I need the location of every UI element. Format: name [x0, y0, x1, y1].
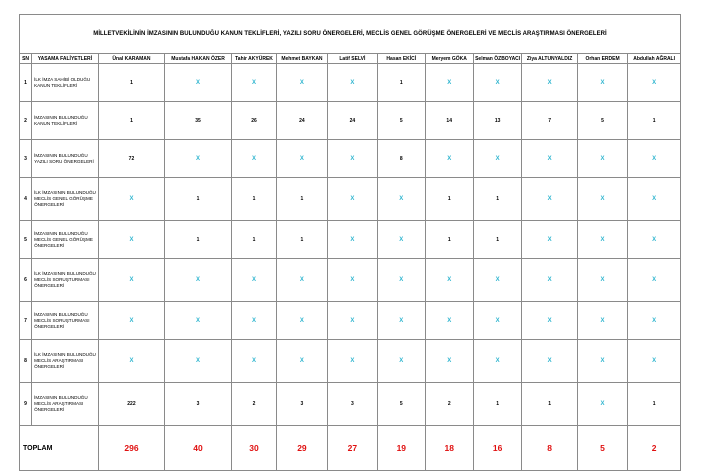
- count-cell: 1: [277, 178, 327, 221]
- none-mark: X: [277, 64, 327, 102]
- total-value: 296: [98, 426, 165, 471]
- row-number: 8: [20, 340, 32, 383]
- none-mark: X: [425, 340, 473, 383]
- table-row: [20, 102, 681, 140]
- count-cell: 3: [327, 383, 377, 426]
- none-mark: X: [98, 221, 165, 259]
- count-cell: 5: [378, 102, 425, 140]
- count-cell: 1: [473, 221, 521, 259]
- none-mark: X: [231, 140, 276, 178]
- header-member: Hasan EKİCİ: [378, 54, 425, 64]
- none-mark: X: [327, 178, 377, 221]
- none-mark: X: [327, 140, 377, 178]
- none-mark: X: [628, 340, 681, 383]
- none-mark: X: [473, 340, 521, 383]
- none-mark: X: [165, 302, 232, 340]
- none-mark: X: [522, 259, 577, 302]
- count-cell: 5: [378, 383, 425, 426]
- none-mark: X: [378, 302, 425, 340]
- none-mark: X: [628, 259, 681, 302]
- count-cell: 1: [165, 221, 232, 259]
- row-number: 2: [20, 102, 32, 140]
- none-mark: X: [425, 64, 473, 102]
- row-number: 5: [20, 221, 32, 259]
- row-number: 4: [20, 178, 32, 221]
- none-mark: X: [378, 259, 425, 302]
- none-mark: X: [473, 140, 521, 178]
- activity-label: İLK İMZASININ BULUNDUĞU MECLİS SORUŞTURMASI ÖNERGELERİ: [32, 259, 99, 302]
- row-number: 1: [20, 64, 32, 102]
- none-mark: X: [98, 259, 165, 302]
- none-mark: X: [277, 140, 327, 178]
- count-cell: 7: [522, 102, 577, 140]
- activity-label: İMZASININ BULUNDUĞU MECLİS GENEL GÖRÜŞME ÖNERGELERİ: [32, 221, 99, 259]
- count-cell: 8: [378, 140, 425, 178]
- total-value: 19: [378, 426, 425, 471]
- header-member: Orhan ERDEM: [577, 54, 627, 64]
- count-cell: 3: [165, 383, 232, 426]
- total-value: 27: [327, 426, 377, 471]
- none-mark: X: [327, 340, 377, 383]
- count-cell: 72: [98, 140, 165, 178]
- none-mark: X: [165, 259, 232, 302]
- total-value: 18: [425, 426, 473, 471]
- none-mark: X: [628, 178, 681, 221]
- count-cell: 1: [231, 178, 276, 221]
- none-mark: X: [165, 64, 232, 102]
- count-cell: 35: [165, 102, 232, 140]
- count-cell: 3: [277, 383, 327, 426]
- none-mark: X: [231, 340, 276, 383]
- count-cell: 5: [577, 102, 627, 140]
- table-row: [20, 221, 681, 259]
- header-member: Meryem GÖKA: [425, 54, 473, 64]
- table-title: MİLLETVEKİLİNİN İMZASININ BULUNDUĞU KANUN TEKLİFLERİ, YAZILI SORU ÖNERGELERİ, MECLİS GENEL GÖRÜŞME ÖNERGELERİ VE MECLİS ARAŞTIRMASI ÖNERGELERİ: [20, 15, 681, 54]
- title-row: [20, 15, 681, 54]
- header-member: Tahir AKYÜREK: [231, 54, 276, 64]
- header-row: [20, 54, 681, 64]
- table-row: [20, 178, 681, 221]
- count-cell: 1: [98, 64, 165, 102]
- none-mark: X: [628, 302, 681, 340]
- header-member: Selman ÖZBOYACI: [475, 55, 521, 62]
- count-cell: 1: [231, 221, 276, 259]
- total-value: 29: [277, 426, 327, 471]
- none-mark: X: [473, 64, 521, 102]
- row-number: 9: [20, 383, 32, 426]
- total-value: 40: [165, 426, 232, 471]
- header-activity: YASAMA FALİYETLERİ: [32, 54, 99, 64]
- count-cell: 1: [522, 383, 577, 426]
- total-value: 5: [577, 426, 627, 471]
- count-cell: 26: [231, 102, 276, 140]
- none-mark: X: [577, 340, 627, 383]
- none-mark: X: [327, 302, 377, 340]
- row-number: 3: [20, 140, 32, 178]
- none-mark: X: [522, 302, 577, 340]
- count-cell: 1: [277, 221, 327, 259]
- none-mark: X: [277, 302, 327, 340]
- none-mark: X: [327, 259, 377, 302]
- activity-label: İLK İMZASININ BULUNDUĞU MECLİS ARAŞTIRMASI ÖNERGELERİ: [32, 340, 99, 383]
- count-cell: 222: [98, 383, 165, 426]
- count-cell: 14: [425, 102, 473, 140]
- table-row: [20, 383, 681, 426]
- activity-label: İLK İMZASININ BULUNDUĞU MECLİS GENEL GÖRÜŞME ÖNERGELERİ: [32, 178, 99, 221]
- none-mark: X: [378, 340, 425, 383]
- count-cell: 1: [473, 178, 521, 221]
- none-mark: X: [231, 259, 276, 302]
- row-number: 7: [20, 302, 32, 340]
- none-mark: X: [98, 340, 165, 383]
- total-value: 16: [473, 426, 521, 471]
- none-mark: X: [165, 140, 232, 178]
- table-row: [20, 140, 681, 178]
- activity-label: İMZASININ BULUNDUĞU KANUN TEKLİFLERİ: [32, 102, 99, 140]
- none-mark: X: [277, 340, 327, 383]
- none-mark: X: [98, 178, 165, 221]
- total-value: 2: [628, 426, 681, 471]
- none-mark: X: [165, 340, 232, 383]
- activity-label: İMZASININ BULUNDUĞU MECLİS ARAŞTIRMASI ÖNERGELERİ: [32, 383, 99, 426]
- none-mark: X: [231, 64, 276, 102]
- none-mark: X: [577, 140, 627, 178]
- none-mark: X: [425, 140, 473, 178]
- none-mark: X: [628, 140, 681, 178]
- none-mark: X: [577, 64, 627, 102]
- activity-label: İLK İMZA SAHİBİ OLDUĞU KANUN TEKLİFLERİ: [32, 64, 99, 102]
- parliament-activity-table: [19, 14, 681, 471]
- table-row: [20, 340, 681, 383]
- row-number: 6: [20, 259, 32, 302]
- count-cell: 13: [473, 102, 521, 140]
- none-mark: X: [378, 178, 425, 221]
- none-mark: X: [577, 259, 627, 302]
- count-cell: 1: [628, 102, 681, 140]
- count-cell: 1: [473, 383, 521, 426]
- header-member: Latif SELVİ: [327, 54, 377, 64]
- table-row: [20, 259, 681, 302]
- none-mark: X: [327, 64, 377, 102]
- none-mark: X: [522, 221, 577, 259]
- header-sn: SN: [20, 54, 32, 64]
- count-cell: 1: [425, 221, 473, 259]
- activity-label: İMZASININ BULUNDUĞU YAZILI SORU ÖNERGELERİ: [32, 140, 99, 178]
- table-row: [20, 64, 681, 102]
- none-mark: X: [231, 302, 276, 340]
- total-value: 8: [522, 426, 577, 471]
- count-cell: 1: [378, 64, 425, 102]
- none-mark: X: [473, 259, 521, 302]
- none-mark: X: [522, 178, 577, 221]
- none-mark: X: [628, 221, 681, 259]
- activity-label: İMZASININ BULUNDUĞU MECLİS SORUŞTURMASI ÖNERGELERİ: [32, 302, 99, 340]
- count-cell: 2: [231, 383, 276, 426]
- count-cell: 1: [425, 178, 473, 221]
- none-mark: X: [522, 340, 577, 383]
- none-mark: X: [577, 221, 627, 259]
- none-mark: X: [577, 178, 627, 221]
- table-row: [20, 302, 681, 340]
- header-member: Abdullah AĞRALI: [628, 54, 681, 64]
- none-mark: X: [327, 221, 377, 259]
- header-member: Ünal KARAMAN: [98, 54, 165, 64]
- total-value: 30: [231, 426, 276, 471]
- none-mark: X: [378, 221, 425, 259]
- none-mark: X: [98, 302, 165, 340]
- header-member: Mustafa HAKAN ÖZER: [165, 54, 232, 64]
- none-mark: X: [425, 302, 473, 340]
- none-mark: X: [473, 302, 521, 340]
- none-mark: X: [277, 259, 327, 302]
- count-cell: 24: [277, 102, 327, 140]
- count-cell: 1: [98, 102, 165, 140]
- count-cell: 24: [327, 102, 377, 140]
- none-mark: X: [425, 259, 473, 302]
- header-member: Mehmet BAYKAN: [277, 54, 327, 64]
- none-mark: X: [522, 140, 577, 178]
- count-cell: 1: [628, 383, 681, 426]
- none-mark: X: [577, 383, 627, 426]
- count-cell: 2: [425, 383, 473, 426]
- none-mark: X: [628, 64, 681, 102]
- header-member: Ziya ALTUNYALDIZ: [522, 54, 577, 64]
- none-mark: X: [522, 64, 577, 102]
- total-row: [20, 426, 681, 471]
- count-cell: 1: [165, 178, 232, 221]
- total-label: TOPLAM: [20, 426, 99, 471]
- none-mark: X: [577, 302, 627, 340]
